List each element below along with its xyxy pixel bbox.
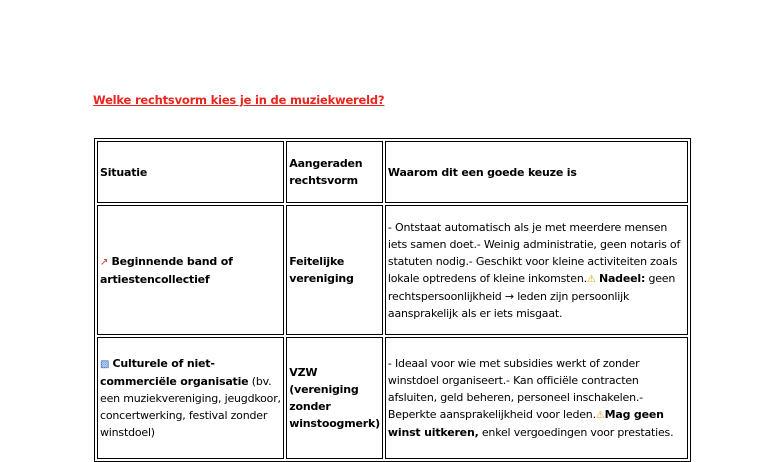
legal-form-table <box>94 138 691 462</box>
why-text: - Ontstaat automatisch als je met meerdere mensen iets samen doet.- Weinig administratie, geen notaris of statuten nodig.- Geschikt voor kleine activiteiten zoals lokale optredens of kleine inkomsten. <box>387 220 681 285</box>
why-text: - Ideaal voor wie met subsidies werkt of zonder winstdoel organiseert.- Kan officiële contracten afsluiten, geld beheren, personeel inschakelen.- Beperkte aansprakelijkheid voor leden. <box>387 357 643 421</box>
why-cell <box>385 205 688 335</box>
theater-masks-icon: ▧ <box>100 359 110 370</box>
situation-detail: (bv. een muziekvereniging, jeugdkoor, concertwerking, festival zonder winstdoel) <box>100 375 281 439</box>
page-title: Welke rechtsvorm kies je in de muziekwereld? <box>93 93 385 107</box>
warning-label: Mag geen winst uitkeren, <box>387 408 664 439</box>
header-why: Waarom dit een goede keuze is <box>385 141 688 203</box>
form-cell: Feitelijke vereniging <box>286 205 383 335</box>
table-row <box>97 205 688 335</box>
warning-icon: ⚠ <box>595 410 605 421</box>
header-form: Aangeraden rechtsvorm <box>286 141 383 203</box>
situation-cell <box>97 205 284 335</box>
header-situation: Situatie <box>97 141 284 203</box>
table-header-row <box>97 141 688 203</box>
situation-label: Culturele of niet-commerciële organisatie <box>100 357 249 388</box>
warning-icon: ⚠ <box>586 273 596 285</box>
situation-label: Beginnende band of artiestencollectief <box>100 254 233 286</box>
warning-text: enkel vergoedingen voor prestaties. <box>478 426 674 439</box>
warning-label: Nadeel: <box>598 271 646 285</box>
guitar-icon: ↗︎ <box>100 256 109 268</box>
form-cell: VZW (vereniging zonder winstoogmerk) <box>286 337 383 459</box>
warning-text: geen rechtspersoonlijkheid → leden zijn persoonlijk aansprakelijk als er iets misgaat. <box>387 271 676 320</box>
